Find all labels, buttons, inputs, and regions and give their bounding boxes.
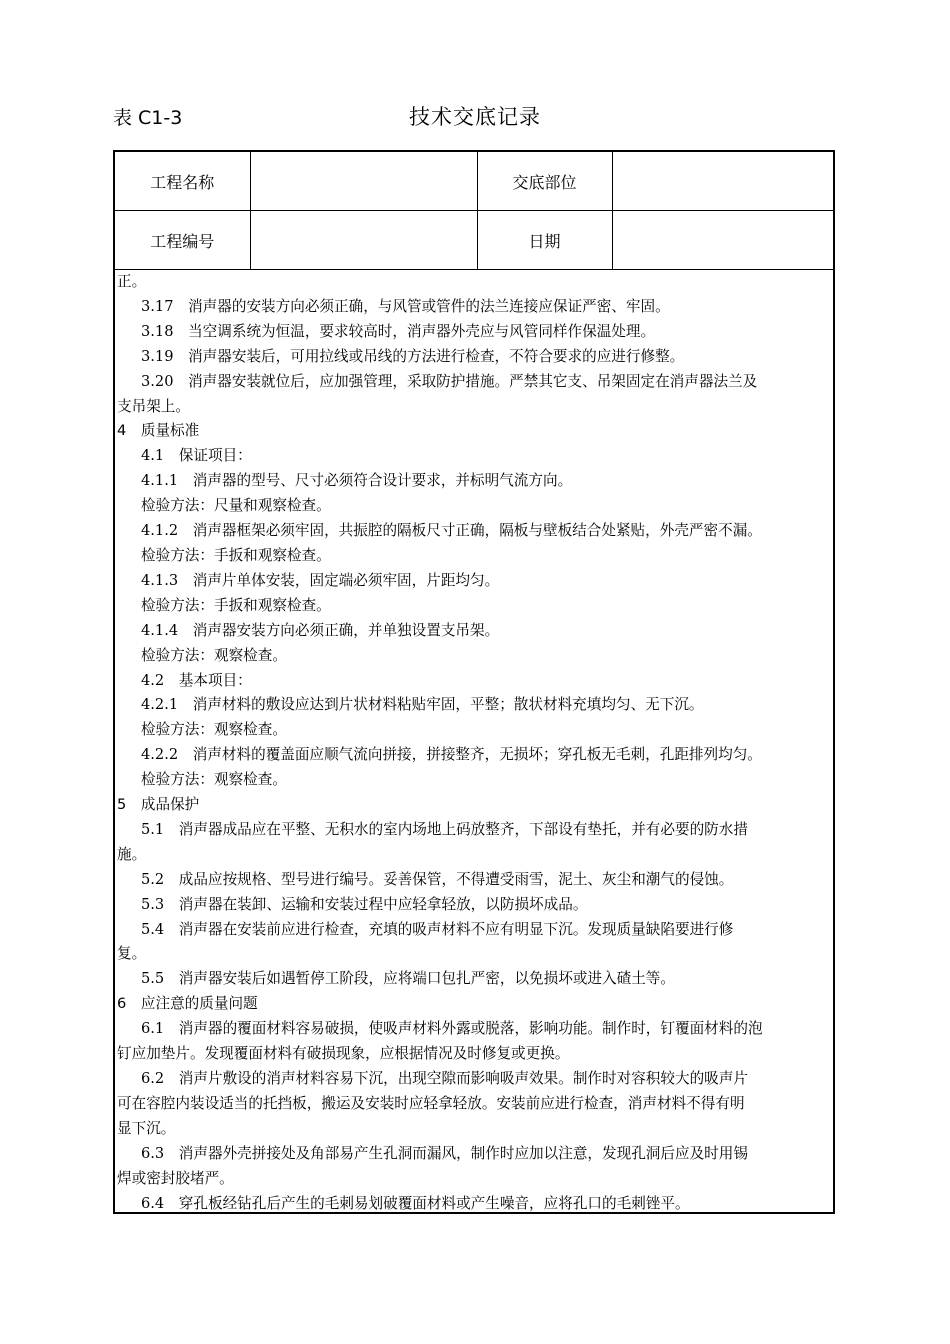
text-line: 钉应加垫片。发现覆面材料有破损现象，应根据情况及时修复或更换。 — [117, 1045, 570, 1063]
text-line: 检验方法：尺量和观察检查。 — [141, 497, 331, 515]
text-line: 正。 — [117, 273, 147, 290]
text-line: 4.2.1 消声材料的敷设应达到片状材料粘贴牢固，平整；散状材料充填均匀、无下沉。 — [141, 696, 704, 714]
project-no-value[interactable] — [250, 211, 477, 270]
record-frame — [113, 150, 835, 1214]
text-line: 6.4 穿孔板经钻孔后产生的毛刺易划破覆面材料或产生噪音，应将孔口的毛刺锉平。 — [141, 1194, 690, 1212]
text-line: 3.17 消声器的安装方向必须正确，与风管或管件的法兰连接应保证严密、牢固。 — [141, 297, 670, 315]
text-line: 检验方法：观察检查。 — [141, 721, 287, 739]
text-line: 检验方法：手扳和观察检查。 — [141, 596, 331, 614]
section-heading: 5 成品保护 — [117, 796, 200, 814]
text-line: 支吊架上。 — [117, 397, 190, 415]
text-line: 3.19 消声器安装后，可用拉线或吊线的方法进行检查，不符合要求的应进行修整。 — [141, 347, 685, 365]
info-table — [115, 152, 833, 270]
text-line: 6.1 消声器的覆面材料容易破损，使吸声材料外露或脱落，影响功能。制作时，钉覆面材料的泡 — [141, 1020, 763, 1038]
text-line: 检验方法：手扳和观察检查。 — [141, 546, 331, 564]
text-line: 检验方法：观察检查。 — [141, 646, 287, 664]
text-line: 复。 — [117, 945, 147, 963]
document-title: 技术交底记录 — [409, 105, 541, 129]
text-line: 5.4 消声器在安装前应进行检查，充填的吸声材料不应有明显下沉。发现质量缺陷要进行修 — [141, 920, 734, 938]
text-line: 显下沉。 — [117, 1119, 176, 1137]
text-line: 4.1.3 消声片单体安装，固定端必须牢固，片距均匀。 — [141, 571, 500, 589]
content-body — [115, 270, 833, 1216]
text-line: 5.2 成品应按规格、型号进行编号。妥善保管，不得遭受雨雪，泥土、灰尘和潮气的侵蚀。 — [141, 870, 734, 888]
date-label: 日期 — [477, 211, 612, 270]
section-heading: 6 应注意的质量问题 — [117, 995, 258, 1013]
text-line: 5.1 消声器成品应在平整、无积水的室内场地上码放整齐，下部设有垫托，并有必要的防水措 — [141, 820, 748, 838]
text-line: 4.1.2 消声器框架必须牢固，共振腔的隔板尺寸正确，隔板与壁板结合处紧贴，外壳严密不漏。 — [141, 522, 762, 540]
info-row-1 — [115, 152, 833, 211]
info-row-2 — [115, 211, 833, 270]
text-line: 3.20 消声器安装就位后，应加强管理，采取防护措施。严禁其它支、吊架固定在消声器法兰及 — [141, 372, 758, 390]
text-line: 4.1 保证项目： — [141, 447, 252, 465]
project-name-label: 工程名称 — [115, 152, 250, 211]
date-value[interactable] — [612, 211, 833, 270]
text-line: 4.1.1 消声器的型号、尺寸必须符合设计要求，并标明气流方向。 — [141, 472, 573, 490]
text-line: 5.3 消声器在装卸、运输和安装过程中应轻拿轻放，以防损坏成品。 — [141, 895, 588, 913]
location-value[interactable] — [612, 152, 833, 211]
text-line: 6.2 消声片敷设的消声材料容易下沉，出现空隙而影响吸声效果。制作时对容积较大的吸声片 — [141, 1070, 748, 1087]
text-line: 检验方法：观察检查。 — [141, 771, 287, 789]
project-no-label: 工程编号 — [115, 211, 250, 270]
text-line: 4.2.2 消声材料的覆盖面应顺气流向拼接，拼接整齐，无损坏；穿孔板无毛刺，孔距排列均匀。 — [141, 746, 762, 764]
text-line: 施。 — [117, 845, 147, 863]
text-line: 6.3 消声器外壳拼接处及角部易产生孔洞而漏风，制作时应加以注意，发现孔洞后应及时用锡 — [141, 1144, 748, 1162]
project-name-value[interactable] — [250, 152, 477, 211]
text-line: 3.18 当空调系统为恒温，要求较高时，消声器外壳应与风管同样作保温处理。 — [141, 322, 656, 340]
section-heading: 4 质量标准 — [117, 422, 200, 440]
text-line: 焊或密封胶堵严。 — [117, 1169, 234, 1187]
location-label: 交底部位 — [477, 152, 612, 211]
form-code: 表 C1-3 — [113, 107, 183, 129]
text-line: 可在容腔内装设适当的托挡板，搬运及安装时应轻拿轻放。安装前应进行检查，消声材料不得有明 — [117, 1094, 745, 1112]
text-line: 4.1.4 消声器安装方向必须正确，并单独设置支吊架。 — [141, 621, 500, 639]
text-line: 4.2 基本项目： — [141, 671, 252, 689]
text-line: 5.5 消声器安装后如遇暂停工阶段，应将端口包扎严密，以免损坏或进入碴土等。 — [141, 970, 675, 988]
